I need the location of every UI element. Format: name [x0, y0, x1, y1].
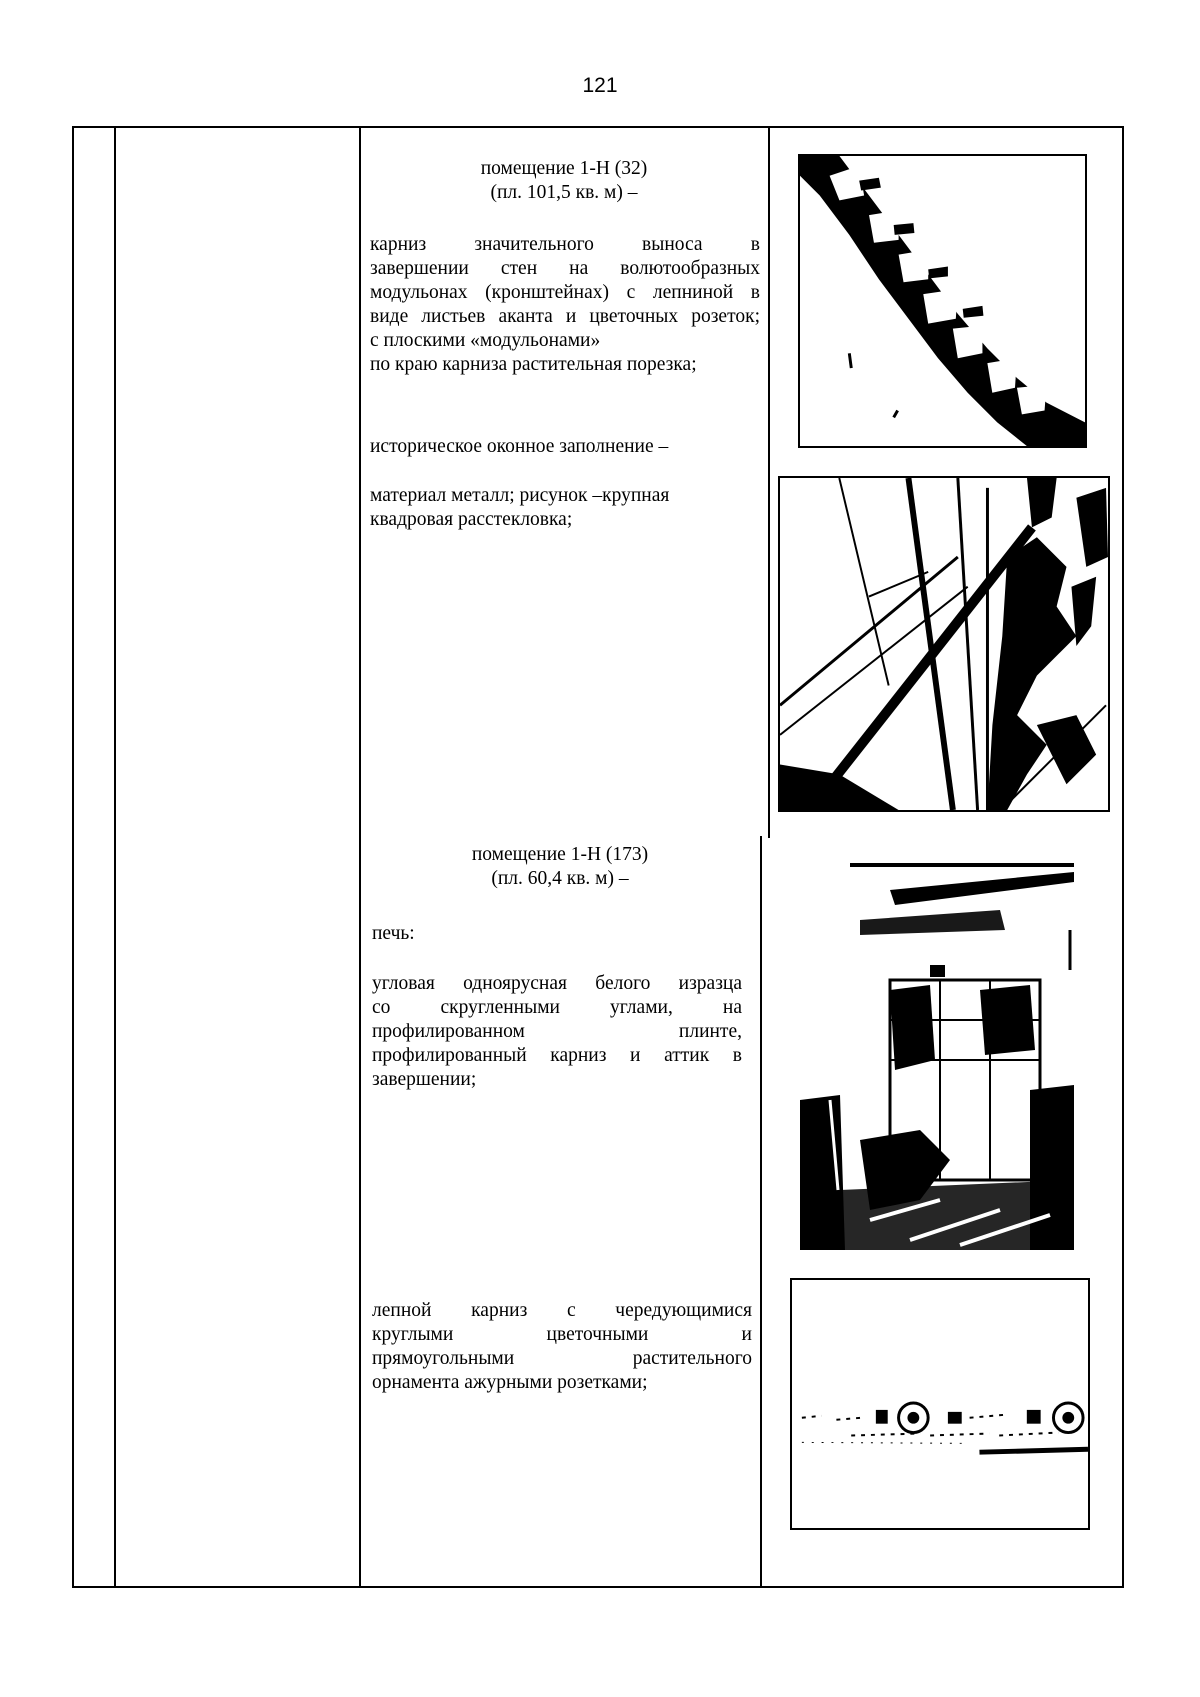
- cornice-line: виде листьев аканта и цветочных розеток;: [370, 306, 760, 327]
- section2-molding-description: [372, 1299, 752, 1395]
- cornice-line: модульонах (кронштейнах) с лепниной в: [370, 282, 760, 303]
- section2-stove-description: [372, 972, 742, 1092]
- column-divider-2: [359, 126, 361, 1588]
- stove-line: угловая одноярусная белого изразца: [372, 973, 742, 994]
- window-line: материал металл; рисунок –крупная: [370, 485, 670, 506]
- molding-photo: [790, 1278, 1090, 1530]
- section1-area: (пл. 101,5 кв. м) –: [490, 182, 638, 203]
- section2-area: (пл. 60,4 кв. м) –: [491, 868, 629, 889]
- table-border-bottom: [72, 1586, 1124, 1588]
- cornice-line: по краю карниза растительная порезка;: [370, 354, 697, 375]
- molding-line: орнамента ажурными розетками;: [372, 1372, 648, 1393]
- molding-line: лепной карниз с чередующимися: [372, 1300, 752, 1321]
- column-divider-3-lower: [760, 836, 762, 1588]
- column-divider-1: [114, 126, 116, 1588]
- molding-line: прямоугольными растительного: [372, 1348, 752, 1369]
- stove-line: профилированном плинте,: [372, 1021, 742, 1042]
- cornice-line: с плоскими «модульонами»: [370, 330, 601, 351]
- section1-window-heading: историческое оконное заполнение –: [370, 436, 669, 457]
- table-border-right: [1122, 126, 1124, 1588]
- stove-line: профилированный карниз и аттик в: [372, 1045, 742, 1066]
- table-border-top: [72, 126, 1124, 128]
- stove-photo: [800, 860, 1074, 1250]
- stove-line: со скругленными углами, на: [372, 997, 742, 1018]
- window-photo: [778, 476, 1110, 812]
- column-divider-3-upper: [768, 126, 770, 838]
- cornice-line: завершении стен на волютообразных: [370, 258, 760, 279]
- section1-title: помещение 1-Н (32): [480, 158, 648, 179]
- stove-line: завершении;: [372, 1069, 477, 1090]
- cornice-line: карниз значительного выноса в: [370, 234, 760, 255]
- cornice-photo: [798, 154, 1087, 448]
- section2-stove-heading: печь:: [372, 923, 415, 944]
- window-line: квадровая расстекловка;: [370, 509, 573, 530]
- section1-window-description: [370, 484, 760, 532]
- section2-title: помещение 1-Н (173): [471, 844, 649, 865]
- section1-cornice-description: [370, 233, 760, 377]
- molding-line: круглыми цветочными и: [372, 1324, 752, 1345]
- table-border-left: [72, 126, 74, 1588]
- page-number: 121: [582, 74, 618, 97]
